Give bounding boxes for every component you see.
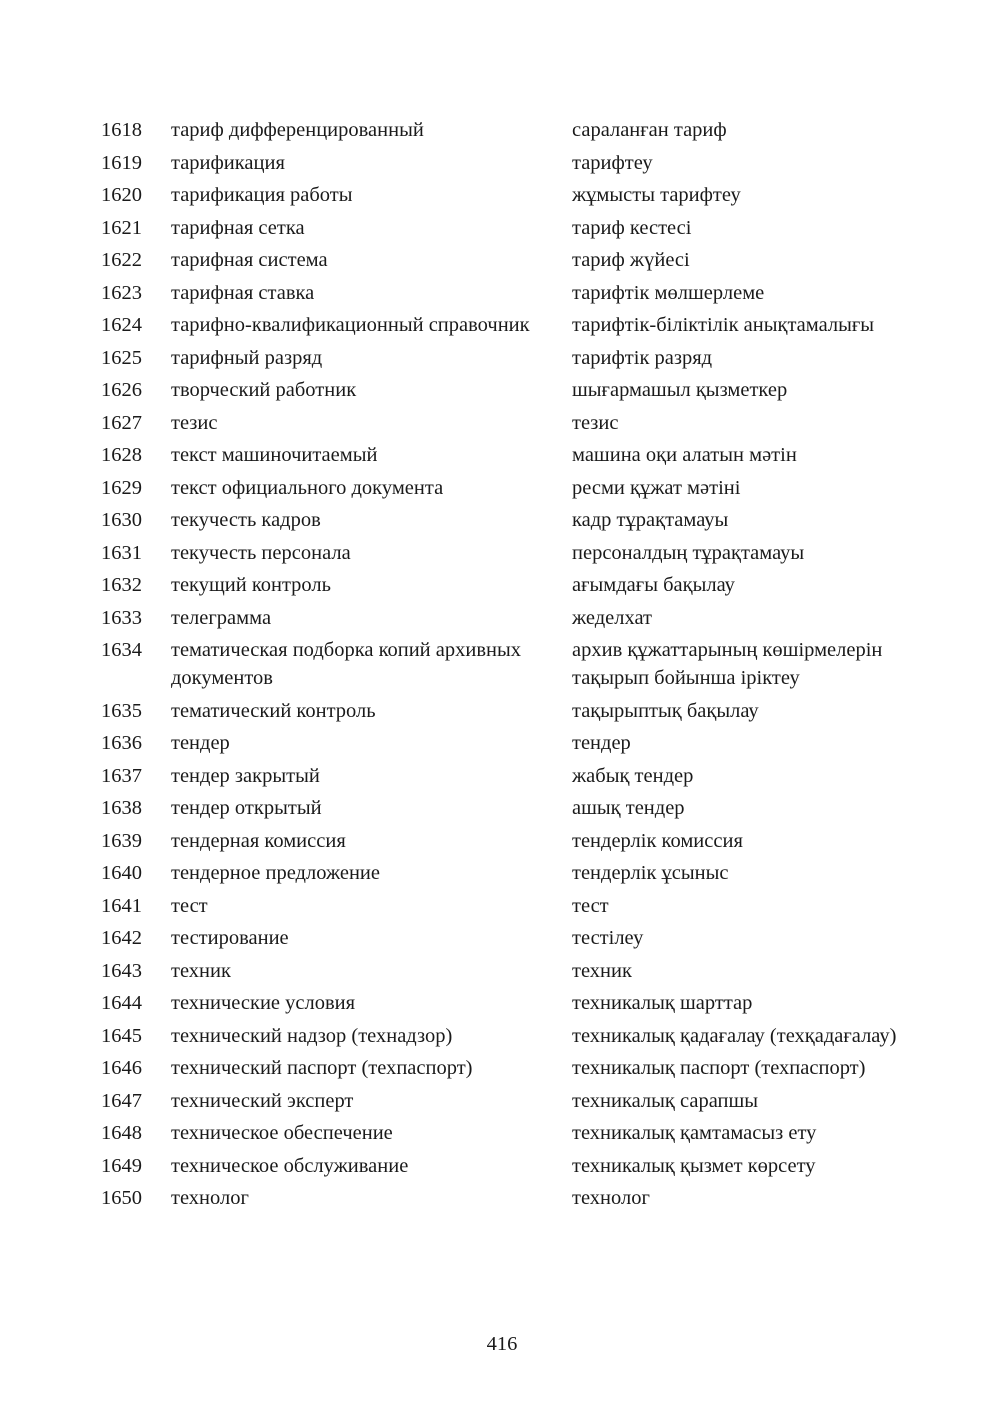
term-russian: тарифная сетка [171,216,305,239]
term-russian: тарификация [171,151,285,174]
term-russian: текущий контроль [171,574,331,596]
glossary-entry [101,506,921,539]
term-russian: тендерное предложение [171,862,380,884]
term-russian: тарифно-квалификационный справочник [171,314,530,336]
entry-number: 1649 [101,1154,142,1177]
glossary-entry [101,571,921,604]
glossary-entry [101,924,921,957]
term-russian: техническое обеспечение [171,1122,393,1144]
term-kazakh: персоналдың тұрақтамауы [572,541,805,564]
term-russian: техник [171,959,231,982]
entry-number: 1639 [101,829,142,852]
entry-number: 1634 [101,639,142,661]
glossary-entry [101,604,921,637]
entry-number: 1642 [101,927,142,949]
term-russian: тематический контроль [171,699,376,722]
glossary-entry [101,311,921,344]
entry-number: 1638 [101,797,142,819]
glossary-entry [101,409,921,442]
term-kazakh: тендерлік ұсыныс [572,862,729,884]
glossary-entry [101,1087,921,1120]
term-kazakh: ағымдағы бақылау [572,574,735,596]
entry-number: 1643 [101,959,142,982]
term-russian: технолог [171,1187,249,1209]
term-kazakh: архив құжаттарының көшірмелерін тақырып бойынша іріктеу [572,639,883,689]
glossary-entry [101,474,921,507]
term-kazakh: техникалық паспорт (техпаспорт) [572,1057,866,1079]
glossary-entry [101,214,921,247]
term-russian: текст машиночитаемый [171,444,378,466]
entry-number: 1625 [101,346,142,369]
term-kazakh: шығармашыл қызметкер [572,379,788,401]
entry-number: 1640 [101,862,142,884]
glossary-entry [101,116,921,149]
term-kazakh: тарифтік-біліктілік анықтамалығы [572,314,875,336]
term-russian: тарификация работы [171,184,353,206]
term-russian: текучесть кадров [171,509,321,531]
glossary-entry [101,246,921,279]
term-kazakh: ашық тендер [572,797,685,819]
glossary-entry [101,279,921,312]
entry-number: 1629 [101,476,142,499]
glossary-entry [101,892,921,925]
glossary-entry [101,1022,921,1055]
glossary-entry [101,957,921,990]
glossary-entry [101,697,921,730]
term-russian: тезис [171,411,218,434]
term-russian: тест [171,894,208,917]
glossary-entry [101,1054,921,1087]
entry-number: 1641 [101,894,142,917]
glossary-entry [101,441,921,474]
term-russian: творческий работник [171,379,357,401]
term-kazakh: техникалық қамтамасыз ету [572,1122,817,1144]
term-russian: тендер [171,732,230,754]
entry-number: 1647 [101,1089,142,1112]
term-russian: тендерная комиссия [171,829,346,852]
term-russian: технический паспорт (техпаспорт) [171,1057,473,1079]
term-russian: текучесть персонала [171,541,351,564]
term-russian: технический надзор (технадзор) [171,1024,453,1047]
glossary-entry [101,1184,921,1217]
entry-number: 1645 [101,1024,142,1047]
term-kazakh: техникалық қадағалау (техқадағалау) [572,1024,897,1047]
term-russian: тарифная система [171,249,328,271]
term-kazakh: техникалық сарапшы [572,1089,759,1112]
entry-number: 1644 [101,992,142,1014]
term-russian: тариф дифференцированный [171,119,424,141]
term-kazakh: тарифтік разряд [572,346,713,369]
entry-number: 1627 [101,411,142,434]
term-kazakh: техник [572,959,632,982]
entry-number: 1628 [101,444,142,466]
glossary-entry [101,1152,921,1185]
entry-number: 1624 [101,314,142,336]
glossary-entry [101,539,921,572]
entry-number: 1623 [101,281,142,304]
glossary-entry [101,1119,921,1152]
term-kazakh: ресми құжат мәтіні [572,476,741,499]
glossary-entry [101,344,921,377]
entry-number: 1630 [101,509,142,531]
term-kazakh: жабық тендер [572,764,694,787]
glossary-entry [101,859,921,892]
entry-number: 1621 [101,216,142,239]
term-russian: технические условия [171,992,356,1014]
entry-number: 1632 [101,574,142,596]
term-kazakh: тезис [572,411,619,434]
term-kazakh: кадр тұрақтамауы [572,509,729,531]
term-kazakh: тариф кестесі [572,216,692,239]
term-kazakh: техникалық қызмет көрсету [572,1154,816,1177]
glossary-entry [101,827,921,860]
entry-number: 1637 [101,764,142,787]
term-kazakh: тендерлік комиссия [572,829,743,852]
term-russian: технический эксперт [171,1089,354,1112]
term-kazakh: тарифтік мөлшерлеме [572,281,765,304]
term-kazakh: тарифтеу [572,151,653,174]
term-russian: текст официального документа [171,476,444,499]
term-russian: техническое обслуживание [171,1154,409,1177]
glossary-entry [101,149,921,182]
glossary-entry [101,762,921,795]
glossary-entry [101,729,921,762]
term-kazakh: тестілеу [572,927,644,949]
term-kazakh: тендер [572,732,631,754]
entry-number: 1620 [101,184,142,206]
term-kazakh: жұмысты тарифтеу [572,184,741,206]
glossary-entry [101,636,921,697]
glossary-entry [101,794,921,827]
term-kazakh: техникалық шарттар [572,992,753,1014]
entry-number: 1633 [101,606,142,629]
term-kazakh: тест [572,894,609,917]
entry-number: 1635 [101,699,142,722]
term-kazakh: тақырыптық бақылау [572,699,759,722]
entry-number: 1650 [101,1187,142,1209]
entry-number: 1618 [101,119,142,141]
term-kazakh: технолог [572,1187,650,1209]
entry-number: 1631 [101,541,142,564]
term-kazakh: сараланған тариф [572,119,727,141]
page-number: 416 [486,1333,518,1355]
term-kazakh: жеделхат [572,606,652,629]
term-russian: телеграмма [171,606,272,629]
entry-number: 1646 [101,1057,142,1079]
glossary-entries [101,116,921,1217]
glossary-entry [101,376,921,409]
entry-number: 1626 [101,379,142,401]
entry-number: 1648 [101,1122,142,1144]
entry-number: 1619 [101,151,142,174]
term-russian: тематическая подборка копий архивных документов [171,639,522,689]
term-russian: тендер открытый [171,797,322,819]
entry-number: 1636 [101,732,142,754]
glossary-entry [101,989,921,1022]
term-kazakh: машина оқи алатын мәтін [572,444,797,466]
term-russian: тарифный разряд [171,346,323,369]
glossary-entry [101,181,921,214]
term-kazakh: тариф жүйесі [572,249,690,271]
entry-number: 1622 [101,249,142,271]
term-russian: тестирование [171,927,289,949]
term-russian: тендер закрытый [171,764,320,787]
term-russian: тарифная ставка [171,281,315,304]
